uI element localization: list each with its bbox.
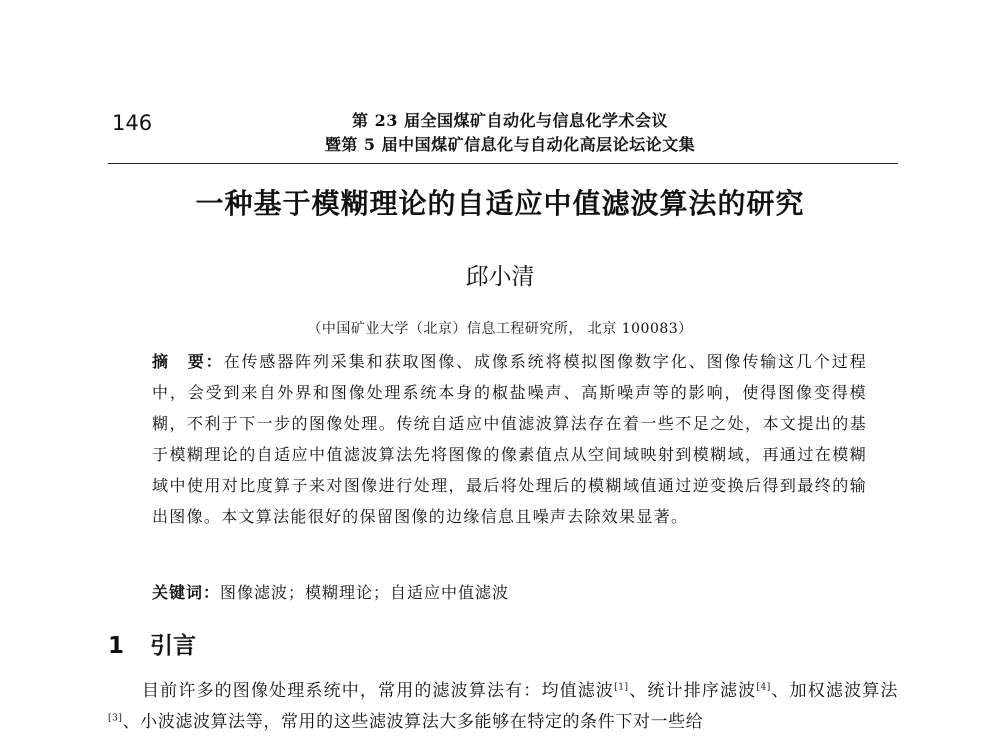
conference-title-line-1: 第 23 届全国煤矿自动化与信息化学术会议 <box>352 111 668 130</box>
abstract-label: 摘 要： <box>152 352 224 371</box>
author-name: 邱小清 <box>465 264 535 290</box>
running-header <box>250 109 770 157</box>
section-heading <box>108 627 196 660</box>
section-number: 1 <box>108 633 125 659</box>
section-title: 引言 <box>150 633 197 659</box>
citation-4[interactable]: [4] <box>756 682 771 693</box>
citation-3[interactable]: [3] <box>108 713 123 724</box>
intro-text-4: 、小波滤波算法等，常用的这些滤波算法大多能够在特定的条件下对一些给 <box>122 712 704 732</box>
keywords-text: 图像滤波；模糊理论；自适应中值滤波 <box>220 583 510 602</box>
conference-title-line-2: 暨第 5 届中国煤矿信息化与自动化高层论坛论文集 <box>324 135 696 154</box>
citation-1[interactable]: [1] <box>614 682 629 693</box>
page-number: 146 <box>112 111 153 135</box>
header-rule <box>108 163 898 164</box>
abstract-text: 在传感器阵列采集和获取图像、成像系统将模拟图像数字化、图像传输这几个过程中，会受到来自外界和图像处理系统本身的椒盐噪声、高斯噪声等的影响，使得图像变得模糊，不利于下一步的图像处理。传统自适应中值滤波算法存在着一些不足之处，本文提出的基于模糊理论的自适应中值滤波算法先将图像的像素值点从空间域映射到模糊域，再通过在模糊域中使用对比度算子来对图像进行处理，最后将处理后的模糊域值通过逆变换后得到最终的输出图像。本文算法能很好的保留图像的边缘信息且噪声去除效果显著。 <box>152 352 867 526</box>
author-affiliation: （中国矿业大学（北京）信息工程研究所， 北京 100083） <box>307 321 693 337</box>
intro-text-3: 、加权滤波算法 <box>770 681 899 701</box>
abstract <box>152 346 867 532</box>
intro-text-2: 、统计排序滤波 <box>628 681 757 701</box>
paper-title: 一种基于模糊理论的自适应中值滤波算法的研究 <box>195 187 805 220</box>
intro-paragraph <box>108 676 898 738</box>
keywords-label: 关键词： <box>152 583 221 602</box>
keywords <box>152 580 867 603</box>
intro-text-1: 目前许多的图像处理系统中，常用的滤波算法有：均值滤波 <box>142 681 615 701</box>
